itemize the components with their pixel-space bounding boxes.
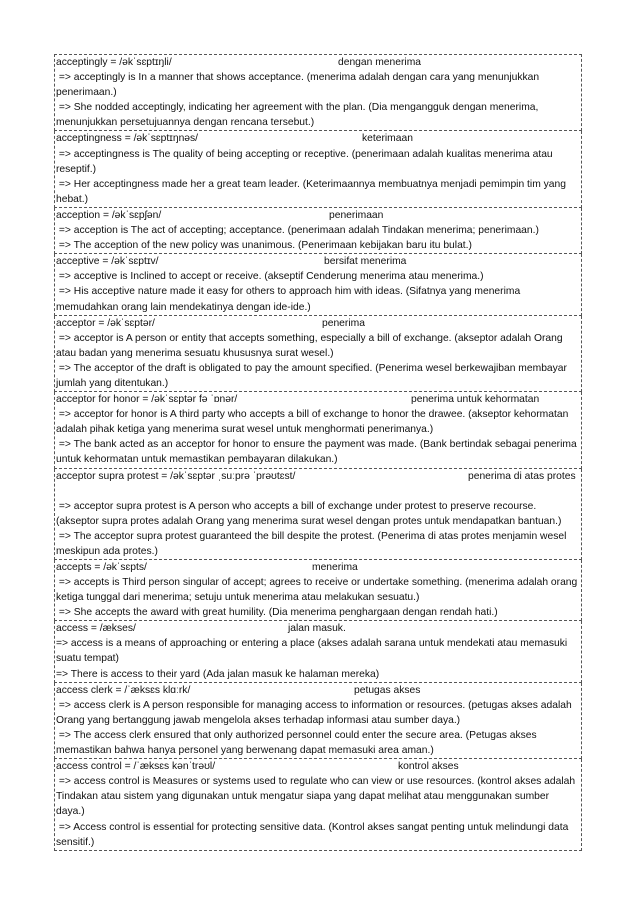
entry-definition: => acceptingly is In a manner that shows acceptance. (menerima adalah dengan cara yang menunjukkan penerimaan.) bbox=[56, 72, 542, 99]
entry-example: => The bank acted as an acceptor for honor to ensure the payment was made. (Bank bertindak sebagai penerima untuk kehormatan untuk memastikan pembayaran dilakukan.) bbox=[56, 439, 580, 466]
dictionary-document bbox=[54, 54, 582, 851]
entry-example: => The access clerk ensured that only authorized personnel could enter the secure area. (Petugas akses memastikan bahwa hanya personel yang berwenang dapat memasuki area aman.) bbox=[56, 729, 540, 757]
entry-translation: menerima bbox=[312, 561, 358, 573]
entry-translation: keterimaan bbox=[362, 133, 413, 145]
dictionary-entry bbox=[54, 560, 582, 621]
entry-example: => She accepts the award with great humility. (Dia menerima penghargaan dengan rendah hati.) bbox=[56, 607, 498, 619]
entry-headline bbox=[56, 55, 580, 70]
entry-headline bbox=[56, 131, 580, 146]
entry-translation: dengan menerima bbox=[338, 57, 421, 68]
entry-example: => The acceptor of the draft is obligated to pay the amount specified. (Penerima wesel berkewajiban membayar jumlah yang ditentukan.) bbox=[56, 362, 570, 389]
entry-term: access control = /ˈæksɛs kənˈtrəʊl/ bbox=[56, 761, 216, 773]
dictionary-entry bbox=[54, 208, 582, 254]
entry-term: acceptor supra protest = /əkˈsɛptər ˌsuːprə ˈprəʊtɛst/ bbox=[56, 470, 296, 482]
entry-definition: => accepts is Third person singular of accept; agrees to receive or undertake something. (menerima adalah orang ketiga tunggal dari menerima; setuju untuk menerima atau melakukan sesuatu.) bbox=[56, 577, 581, 604]
dictionary-entry bbox=[54, 131, 582, 207]
entry-translation: jalan masuk. bbox=[288, 623, 346, 635]
entry-term: accepts = /əkˈsɛpts/ bbox=[56, 561, 147, 573]
entry-term: acceptingness = /əkˈsɛptɪŋnəs/ bbox=[56, 133, 199, 145]
entry-headline bbox=[56, 621, 580, 636]
entry-headline bbox=[56, 560, 580, 575]
dictionary-entry bbox=[54, 254, 582, 315]
entry-example: => There is access to their yard (Ada jalan masuk ke halaman mereka) bbox=[56, 668, 380, 680]
dictionary-entry bbox=[54, 392, 582, 468]
dictionary-entry bbox=[54, 469, 582, 560]
entry-translation: penerima di atas protes bbox=[468, 470, 576, 482]
entry-definition: => acceptor supra protest is A person who accepts a bill of exchange under protest to preserve recourse. (akseptor supra protes adalah Orang yang menerima surat wesel dengan protes untuk mendapatkan bantuan.) bbox=[56, 500, 562, 527]
entry-translation: kontrol akses bbox=[398, 761, 459, 773]
entry-term: acceptor = /əkˈsɛptər/ bbox=[56, 317, 155, 329]
entry-translation: penerima untuk kehormatan bbox=[411, 394, 540, 406]
entry-definition: => access clerk is A person responsible for managing access to information or resources. (petugas akses adalah Orang yang bertanggung jawab mengelola akses terhadap informasi atau sumber daya.) bbox=[56, 699, 575, 726]
entry-definition: => acceptor is A person or entity that accepts something, especially a bill of exchange. (akseptor adalah Orang atau badan yang menerima sesuatu khususnya surat wesel.) bbox=[56, 332, 566, 359]
entry-definition: => acception is The act of accepting; acceptance. (penerimaan adalah Tindakan menerima; penerimaan.) bbox=[56, 225, 539, 237]
entry-term: acceptor for honor = /əkˈsɛptər fə ˈɒnər/ bbox=[56, 394, 238, 406]
entry-translation: petugas akses bbox=[354, 684, 421, 696]
entry-translation: penerima bbox=[322, 317, 365, 329]
entry-example: => She nodded acceptingly, indicating her agreement with the plan. (Dia mengangguk dengan menerima, menunjukkan persetujuannya dengan rencana tersebut.) bbox=[56, 102, 542, 129]
entry-headline bbox=[56, 316, 580, 331]
entry-definition: => access control is Measures or systems used to regulate who can view or use resources. (kontrol akses adalah Tindakan atau sistem yang digunakan untuk mengatur siapa yang dapat melihat atau menggunakan sumber daya.) bbox=[56, 776, 578, 818]
entry-headline bbox=[56, 469, 580, 499]
entry-term: access = /ækses/ bbox=[56, 623, 136, 635]
entry-definition: => acceptor for honor is A third party who accepts a bill of exchange to honor the drawee. (akseptor kehormatan adalah pihak ketiga yang menerima surat wesel untuk menghormati penerimanya.) bbox=[56, 409, 572, 436]
entry-headline bbox=[56, 683, 580, 698]
entry-headline bbox=[56, 208, 580, 223]
dictionary-entry bbox=[54, 621, 582, 682]
entry-term: access clerk = /ˈæksɛs klɑːrk/ bbox=[56, 684, 191, 696]
entry-translation: bersifat menerima bbox=[324, 256, 407, 268]
entry-headline bbox=[56, 759, 580, 774]
entry-translation: penerimaan bbox=[329, 209, 384, 221]
entry-example: => The acception of the new policy was unanimous. (Penerimaan kebijakan baru itu bulat.) bbox=[56, 240, 472, 252]
entry-term: acceptive = /əkˈsɛptɪv/ bbox=[56, 256, 159, 268]
dictionary-entry bbox=[54, 683, 582, 759]
entry-headline bbox=[56, 392, 580, 407]
entry-example: => The acceptor supra protest guaranteed the bill despite the protest. (Penerima di atas protes menjamin wesel meskipun ada protes.) bbox=[56, 530, 570, 557]
entry-definition: => acceptingness is The quality of being accepting or receptive. (penerimaan adalah kualitas menerima atau reseptif.) bbox=[56, 148, 556, 175]
entry-headline bbox=[56, 254, 580, 269]
entry-definition: => access is a means of approaching or entering a place (akses adalah sarana untuk mendekati atau memasuki suatu tempat) bbox=[56, 638, 571, 665]
dictionary-entry bbox=[54, 759, 582, 851]
entry-definition: => acceptive is Inclined to accept or receive. (akseptif Cenderung menerima atau menerima.) bbox=[56, 271, 484, 283]
entry-term: acceptingly = /əkˈsɛptɪŋli/ bbox=[56, 57, 172, 68]
entry-example: => His acceptive nature made it easy for others to approach him with ideas. (Sifatnya yang menerima memudahkan orang lain mendekatinya dengan ide-ide.) bbox=[56, 286, 524, 313]
dictionary-entry bbox=[54, 316, 582, 392]
entry-term: acception = /əkˈsɛpʃən/ bbox=[56, 209, 162, 221]
entry-example: => Her acceptingness made her a great team leader. (Keterimaannya membuatnya menjadi pemimpin tim yang hebat.) bbox=[56, 178, 569, 205]
dictionary-entry bbox=[54, 54, 582, 131]
entry-example: => Access control is essential for protecting sensitive data. (Kontrol akses sangat penting untuk melindungi data sensitif.) bbox=[56, 821, 572, 848]
